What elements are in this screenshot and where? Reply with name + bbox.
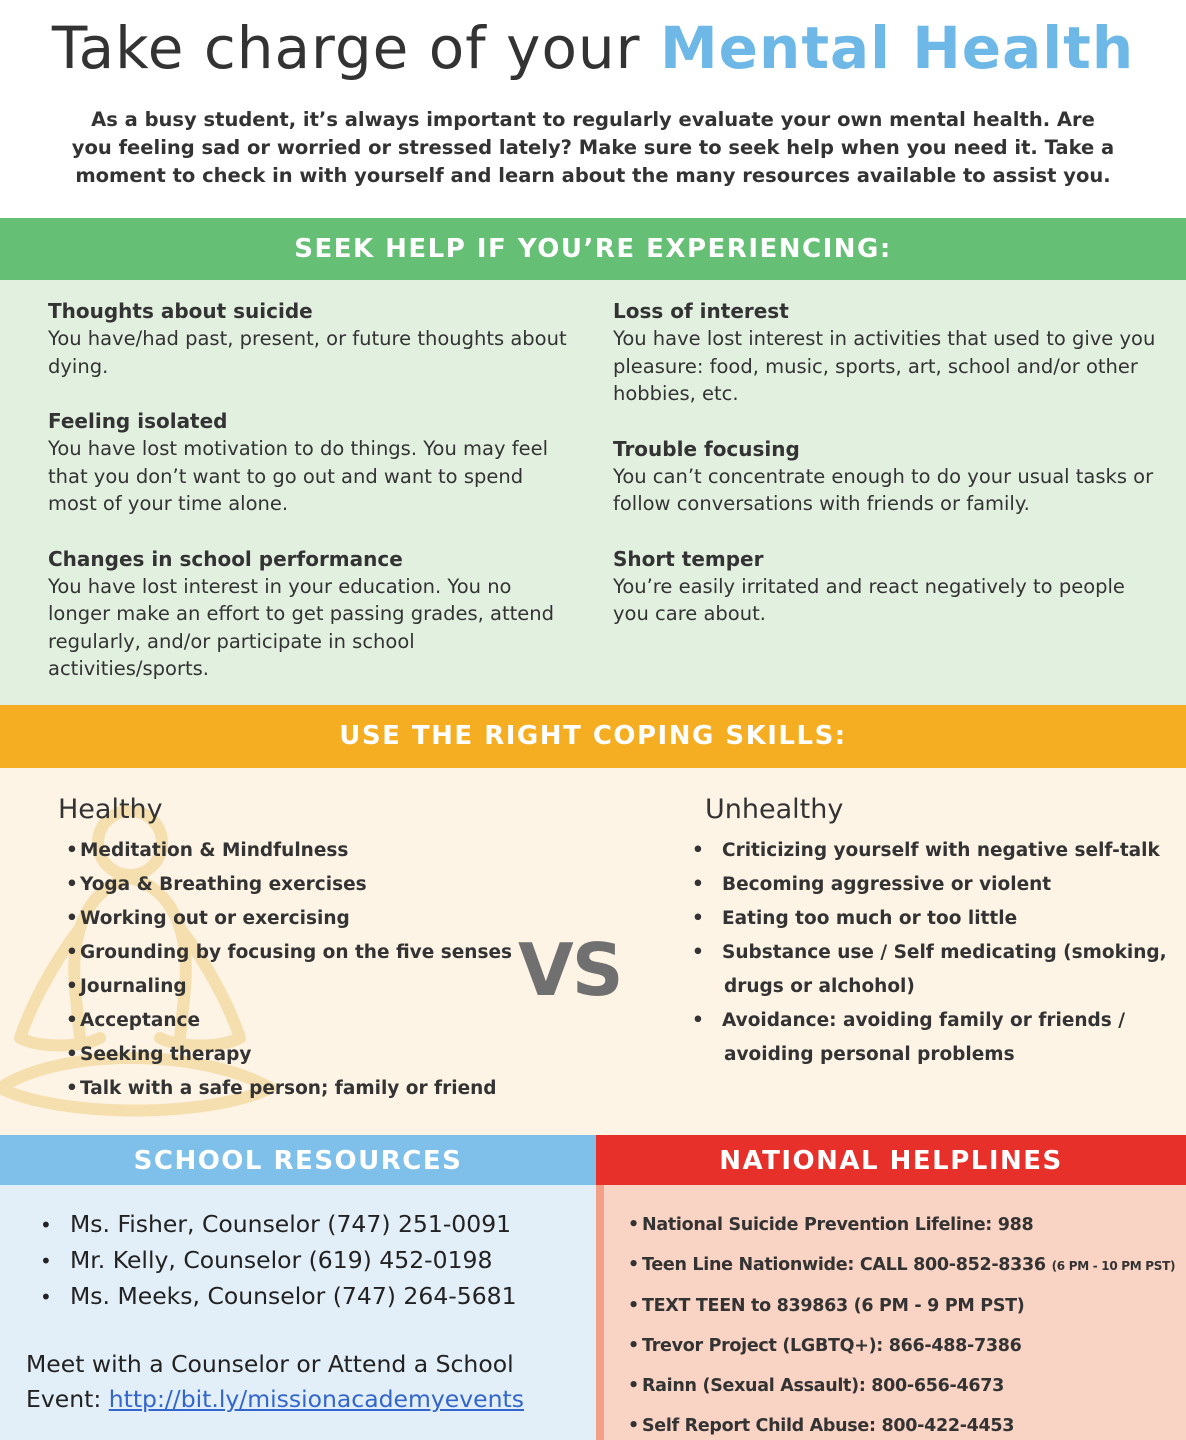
bullet-icon: •	[40, 1285, 52, 1309]
list-item	[692, 834, 1178, 868]
bullet-icon: •	[628, 1255, 639, 1276]
header	[0, 0, 1186, 218]
list-item-label: Meditation & Mindfulness	[80, 840, 349, 861]
list-item-label: Grounding by focusing on the five senses	[80, 942, 513, 963]
helpline-entry: National Suicide Prevention Lifeline: 988	[642, 1215, 1034, 1235]
helpline-entry: Self Report Child Abuse: 800-422-4453	[642, 1416, 1015, 1437]
list-item-label: Becoming aggressive or violent	[722, 874, 1052, 895]
events-link[interactable]: http://bit.ly/missionacademyevents	[108, 1385, 524, 1413]
helpline-list	[628, 1206, 1175, 1440]
bullet-icon: •	[628, 1335, 639, 1356]
list-item	[66, 970, 512, 1004]
bullet-icon: •	[692, 874, 704, 895]
list-item	[628, 1327, 1175, 1367]
list-item	[66, 936, 512, 970]
school-resources-heading: SCHOOL RESOURCES	[0, 1135, 596, 1185]
seek-help-heading: SEEK HELP IF YOU’RE EXPERIENCING:	[0, 218, 1186, 280]
healthy-heading: Healthy	[58, 794, 163, 825]
list-item-label: Avoidance: avoiding family or friends / avoiding personal problems	[722, 1010, 1125, 1065]
symptom-item	[613, 297, 1163, 408]
intro-paragraph: As a busy student, it’s always important to regularly evaluate your own mental health. Are you feeling sad or worried or stressed lately? Make sure to seek help when you need it. Take a moment to check in with yourself and learn about the many resources available to assist you.	[71, 108, 1115, 187]
list-item-label: Eating too much or too little	[722, 908, 1018, 929]
list-item-label: Seeking therapy	[80, 1044, 252, 1065]
meet-counselor-text	[26, 1347, 586, 1417]
school-resources-section	[0, 1185, 596, 1440]
coping-skills-heading: USE THE RIGHT COPING SKILLS:	[0, 705, 1186, 768]
accent-strip	[596, 1185, 604, 1440]
page-title	[0, 14, 1186, 82]
unhealthy-heading: Unhealthy	[705, 794, 844, 825]
helpline-note: (6 PM - 10 PM PST)	[1051, 1259, 1176, 1274]
bullet-icon: •	[692, 942, 704, 963]
bullet-icon: •	[66, 1078, 78, 1099]
symptom-description: You can’t concentrate enough to do your usual tasks or follow conversations with friends or family.	[613, 464, 1154, 515]
list-item-label: Criticizing yourself with negative self-talk	[722, 840, 1160, 861]
counselor-entry: Mr. Kelly, Counselor (619) 452-0198	[70, 1246, 493, 1274]
symptom-item	[48, 407, 568, 518]
bullet-icon: •	[628, 1376, 639, 1397]
bullet-icon: •	[66, 942, 78, 963]
bullet-icon: •	[66, 976, 78, 997]
coping-skills-section	[0, 768, 1186, 1135]
bullet-icon: •	[692, 908, 704, 929]
symptom-title: Feeling isolated	[48, 409, 228, 433]
symptom-description: You have lost interest in activities that used to give you pleasure: food, music, sports, art, school and/or other hobbies, etc.	[613, 327, 1156, 405]
symptom-description: You have lost interest in your education. You no longer make an effort to get passing grades, attend regularly, and/or participate in school activities/sports.	[48, 574, 555, 680]
symptom-description: You have lost motivation to do things. You may feel that you don’t want to go out and want to spend most of your time alone.	[48, 437, 549, 515]
title-prefix: Take charge of your	[51, 14, 660, 82]
symptoms-right-column	[613, 297, 1163, 655]
bullet-icon: •	[692, 1010, 704, 1031]
symptom-title: Short temper	[613, 546, 764, 571]
list-item	[628, 1246, 1175, 1286]
symptom-item	[613, 545, 1163, 628]
bullet-icon: •	[66, 908, 78, 929]
list-item	[628, 1206, 1175, 1246]
symptom-title: Loss of interest	[613, 299, 789, 323]
bullet-icon: •	[692, 840, 704, 861]
list-item	[66, 1072, 512, 1106]
list-item	[40, 1207, 517, 1243]
list-item-label: Working out or exercising	[80, 908, 350, 929]
list-item-label: Acceptance	[80, 1010, 201, 1031]
symptom-description: You have/had past, present, or future thoughts about dying.	[48, 327, 567, 378]
unhealthy-list	[692, 834, 1178, 1072]
list-item	[692, 868, 1178, 902]
bullet-icon: •	[66, 874, 78, 895]
symptom-item	[48, 545, 568, 683]
title-accent: Mental Health	[659, 14, 1135, 82]
helpline-entry: Trevor Project (LGBTQ+): 866-488-7386	[642, 1335, 1022, 1356]
healthy-list	[66, 834, 512, 1106]
list-item-label: Talk with a safe person; family or friend	[80, 1078, 497, 1099]
counselor-entry: Ms. Fisher, Counselor (747) 251-0091	[70, 1210, 512, 1238]
list-item	[66, 1004, 512, 1038]
list-item-label: Substance use / Self medicating (smoking, drugs or alchohol)	[722, 942, 1167, 997]
counselor-entry: Ms. Meeks, Counselor (747) 264-5681	[70, 1282, 517, 1310]
symptom-title: Trouble focusing	[613, 436, 800, 461]
list-item	[66, 834, 512, 868]
list-item	[628, 1367, 1175, 1407]
list-item	[692, 902, 1178, 936]
list-item	[66, 902, 512, 936]
list-item	[40, 1279, 517, 1315]
list-item-label: Yoga & Breathing exercises	[80, 874, 367, 895]
national-helplines-heading: NATIONAL HELPLINES	[596, 1135, 1186, 1185]
helpline-entry: Rainn (Sexual Assault): 800-656-4673	[642, 1376, 1004, 1397]
list-item	[66, 1038, 512, 1072]
symptom-description: You’re easily irritated and react negatively to people you care about.	[613, 574, 1125, 625]
bullet-icon: •	[628, 1295, 639, 1316]
symptoms-left-column	[48, 297, 568, 710]
versus-label: VS	[518, 928, 622, 1012]
bullet-icon: •	[40, 1213, 52, 1237]
symptom-title: Thoughts about suicide	[48, 299, 313, 323]
bullet-icon: •	[40, 1249, 52, 1273]
seek-help-section	[0, 280, 1186, 705]
list-item-label: Journaling	[80, 976, 187, 997]
list-item	[40, 1243, 517, 1279]
list-item	[692, 1004, 1178, 1072]
national-helplines-section	[596, 1185, 1186, 1440]
list-item	[628, 1287, 1175, 1327]
bullet-icon: •	[628, 1416, 639, 1437]
helpline-entry: Teen Line Nationwide: CALL 800-852-8336	[642, 1255, 1052, 1276]
bullet-icon: •	[66, 840, 78, 861]
bullet-icon: •	[628, 1215, 639, 1235]
bullet-icon: •	[66, 1010, 78, 1031]
list-item	[692, 936, 1178, 1004]
counselor-list	[40, 1207, 517, 1315]
meet-text-label: Meet with a Counselor or Attend a School Event:	[26, 1350, 514, 1413]
list-item	[66, 868, 512, 902]
symptom-item	[613, 435, 1163, 518]
list-item	[628, 1407, 1175, 1440]
helpline-entry: TEXT TEEN to 839863 (6 PM - 9 PM PST)	[642, 1295, 1025, 1316]
symptom-item	[48, 297, 568, 380]
symptom-title: Changes in school performance	[48, 546, 403, 571]
bullet-icon: •	[66, 1044, 78, 1065]
